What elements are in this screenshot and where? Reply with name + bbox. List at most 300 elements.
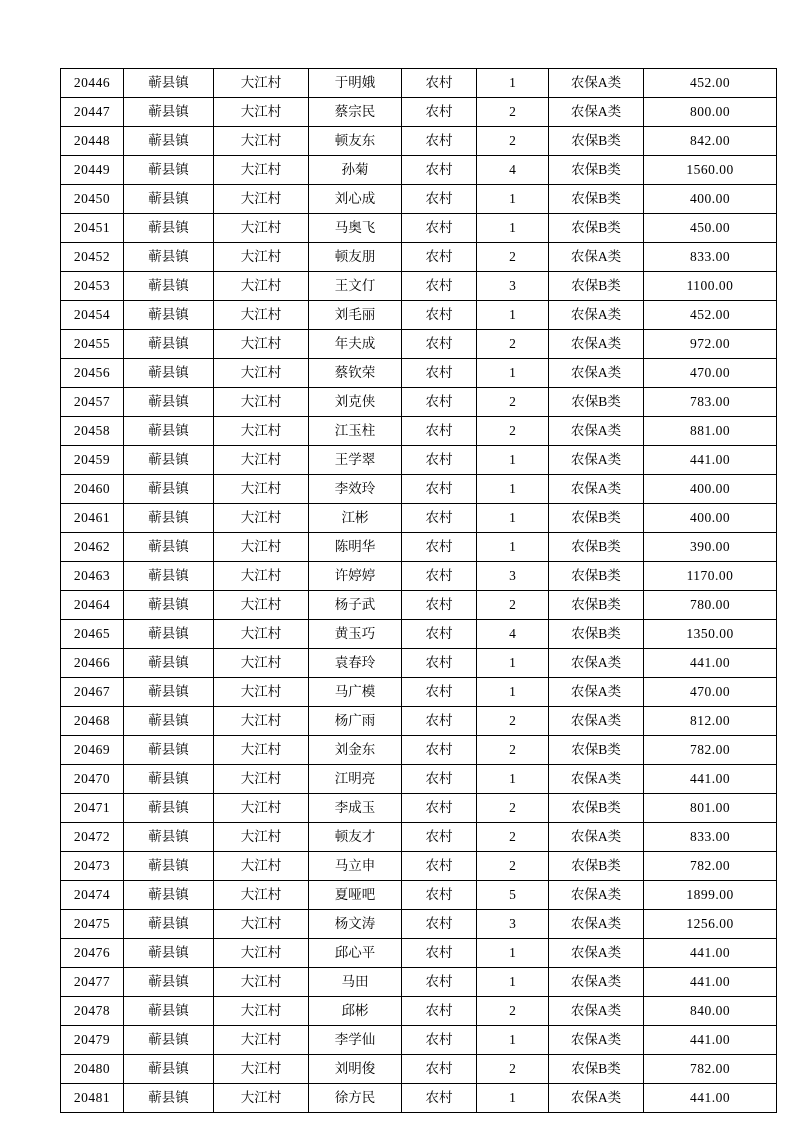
cell-name: 刘心成 bbox=[309, 185, 402, 214]
cell-town: 蕲县镇 bbox=[124, 475, 214, 504]
cell-amount: 470.00 bbox=[644, 678, 777, 707]
cell-amount: 812.00 bbox=[644, 707, 777, 736]
cell-name: 刘克侠 bbox=[309, 388, 402, 417]
cell-id: 20462 bbox=[61, 533, 124, 562]
cell-amount: 452.00 bbox=[644, 69, 777, 98]
cell-type: 农村 bbox=[402, 98, 477, 127]
cell-village: 大江村 bbox=[214, 272, 309, 301]
cell-town: 蕲县镇 bbox=[124, 649, 214, 678]
cell-name: 年夫成 bbox=[309, 330, 402, 359]
cell-amount: 1256.00 bbox=[644, 910, 777, 939]
cell-name: 李效玲 bbox=[309, 475, 402, 504]
table-row bbox=[61, 620, 777, 649]
cell-count: 1 bbox=[477, 301, 549, 330]
cell-id: 20478 bbox=[61, 997, 124, 1026]
cell-village: 大江村 bbox=[214, 533, 309, 562]
cell-village: 大江村 bbox=[214, 214, 309, 243]
cell-id: 20480 bbox=[61, 1055, 124, 1084]
cell-count: 1 bbox=[477, 765, 549, 794]
table-row bbox=[61, 98, 777, 127]
table-row bbox=[61, 997, 777, 1026]
cell-id: 20460 bbox=[61, 475, 124, 504]
cell-town: 蕲县镇 bbox=[124, 417, 214, 446]
cell-id: 20455 bbox=[61, 330, 124, 359]
cell-amount: 840.00 bbox=[644, 997, 777, 1026]
cell-id: 20474 bbox=[61, 881, 124, 910]
cell-village: 大江村 bbox=[214, 910, 309, 939]
cell-category: 农保B类 bbox=[549, 591, 644, 620]
cell-village: 大江村 bbox=[214, 620, 309, 649]
cell-category: 农保B类 bbox=[549, 185, 644, 214]
cell-id: 20470 bbox=[61, 765, 124, 794]
cell-id: 20452 bbox=[61, 243, 124, 272]
subsidy-table bbox=[60, 68, 777, 1113]
cell-town: 蕲县镇 bbox=[124, 881, 214, 910]
cell-category: 农保B类 bbox=[549, 388, 644, 417]
cell-name: 顿友东 bbox=[309, 127, 402, 156]
cell-name: 刘明俊 bbox=[309, 1055, 402, 1084]
cell-name: 刘金东 bbox=[309, 736, 402, 765]
cell-village: 大江村 bbox=[214, 591, 309, 620]
cell-name: 马奥飞 bbox=[309, 214, 402, 243]
cell-type: 农村 bbox=[402, 127, 477, 156]
cell-category: 农保A类 bbox=[549, 997, 644, 1026]
cell-count: 1 bbox=[477, 968, 549, 997]
cell-name: 邱彬 bbox=[309, 997, 402, 1026]
cell-type: 农村 bbox=[402, 968, 477, 997]
cell-town: 蕲县镇 bbox=[124, 69, 214, 98]
cell-name: 江彬 bbox=[309, 504, 402, 533]
cell-type: 农村 bbox=[402, 881, 477, 910]
cell-id: 20449 bbox=[61, 156, 124, 185]
cell-amount: 452.00 bbox=[644, 301, 777, 330]
cell-town: 蕲县镇 bbox=[124, 388, 214, 417]
cell-category: 农保A类 bbox=[549, 968, 644, 997]
cell-amount: 1560.00 bbox=[644, 156, 777, 185]
table-row bbox=[61, 69, 777, 98]
cell-type: 农村 bbox=[402, 649, 477, 678]
cell-category: 农保A类 bbox=[549, 243, 644, 272]
cell-count: 1 bbox=[477, 533, 549, 562]
cell-type: 农村 bbox=[402, 997, 477, 1026]
cell-count: 2 bbox=[477, 1055, 549, 1084]
table-row bbox=[61, 243, 777, 272]
cell-village: 大江村 bbox=[214, 939, 309, 968]
table-row bbox=[61, 533, 777, 562]
cell-type: 农村 bbox=[402, 533, 477, 562]
table-row bbox=[61, 446, 777, 475]
cell-village: 大江村 bbox=[214, 794, 309, 823]
cell-village: 大江村 bbox=[214, 98, 309, 127]
cell-town: 蕲县镇 bbox=[124, 1026, 214, 1055]
cell-town: 蕲县镇 bbox=[124, 301, 214, 330]
cell-category: 农保A类 bbox=[549, 417, 644, 446]
table-row bbox=[61, 765, 777, 794]
cell-village: 大江村 bbox=[214, 69, 309, 98]
table-row bbox=[61, 968, 777, 997]
cell-category: 农保A类 bbox=[549, 823, 644, 852]
table-body bbox=[61, 69, 777, 1113]
cell-category: 农保A类 bbox=[549, 69, 644, 98]
cell-type: 农村 bbox=[402, 707, 477, 736]
cell-type: 农村 bbox=[402, 388, 477, 417]
cell-name: 马立申 bbox=[309, 852, 402, 881]
cell-name: 杨广雨 bbox=[309, 707, 402, 736]
table-row bbox=[61, 736, 777, 765]
cell-amount: 441.00 bbox=[644, 939, 777, 968]
cell-count: 2 bbox=[477, 417, 549, 446]
cell-category: 农保A类 bbox=[549, 881, 644, 910]
cell-town: 蕲县镇 bbox=[124, 446, 214, 475]
cell-category: 农保A类 bbox=[549, 707, 644, 736]
cell-town: 蕲县镇 bbox=[124, 272, 214, 301]
table-row bbox=[61, 649, 777, 678]
cell-name: 孙菊 bbox=[309, 156, 402, 185]
cell-name: 蔡钦荣 bbox=[309, 359, 402, 388]
cell-town: 蕲县镇 bbox=[124, 243, 214, 272]
cell-amount: 400.00 bbox=[644, 185, 777, 214]
table-row bbox=[61, 475, 777, 504]
cell-count: 2 bbox=[477, 388, 549, 417]
cell-town: 蕲县镇 bbox=[124, 823, 214, 852]
table-row bbox=[61, 1084, 777, 1113]
table-row bbox=[61, 881, 777, 910]
cell-category: 农保A类 bbox=[549, 98, 644, 127]
cell-type: 农村 bbox=[402, 243, 477, 272]
table-row bbox=[61, 591, 777, 620]
cell-village: 大江村 bbox=[214, 707, 309, 736]
cell-village: 大江村 bbox=[214, 388, 309, 417]
cell-name: 江明亮 bbox=[309, 765, 402, 794]
cell-name: 李成玉 bbox=[309, 794, 402, 823]
cell-village: 大江村 bbox=[214, 301, 309, 330]
cell-town: 蕲县镇 bbox=[124, 562, 214, 591]
cell-town: 蕲县镇 bbox=[124, 997, 214, 1026]
cell-type: 农村 bbox=[402, 185, 477, 214]
cell-id: 20453 bbox=[61, 272, 124, 301]
cell-count: 2 bbox=[477, 823, 549, 852]
cell-amount: 1350.00 bbox=[644, 620, 777, 649]
table-row bbox=[61, 417, 777, 446]
cell-name: 于明娥 bbox=[309, 69, 402, 98]
cell-name: 顿友才 bbox=[309, 823, 402, 852]
cell-category: 农保B类 bbox=[549, 562, 644, 591]
table-row bbox=[61, 939, 777, 968]
cell-amount: 780.00 bbox=[644, 591, 777, 620]
cell-village: 大江村 bbox=[214, 475, 309, 504]
cell-count: 1 bbox=[477, 446, 549, 475]
cell-category: 农保B类 bbox=[549, 736, 644, 765]
cell-category: 农保A类 bbox=[549, 649, 644, 678]
cell-village: 大江村 bbox=[214, 417, 309, 446]
cell-id: 20466 bbox=[61, 649, 124, 678]
cell-id: 20475 bbox=[61, 910, 124, 939]
cell-category: 农保B类 bbox=[549, 620, 644, 649]
table-row bbox=[61, 388, 777, 417]
cell-type: 农村 bbox=[402, 156, 477, 185]
cell-amount: 1899.00 bbox=[644, 881, 777, 910]
cell-type: 农村 bbox=[402, 272, 477, 301]
cell-village: 大江村 bbox=[214, 504, 309, 533]
cell-name: 陈明华 bbox=[309, 533, 402, 562]
cell-id: 20454 bbox=[61, 301, 124, 330]
cell-town: 蕲县镇 bbox=[124, 533, 214, 562]
cell-category: 农保B类 bbox=[549, 127, 644, 156]
cell-category: 农保B类 bbox=[549, 852, 644, 881]
cell-id: 20458 bbox=[61, 417, 124, 446]
table-row bbox=[61, 910, 777, 939]
cell-id: 20471 bbox=[61, 794, 124, 823]
cell-category: 农保A类 bbox=[549, 1084, 644, 1113]
cell-town: 蕲县镇 bbox=[124, 707, 214, 736]
cell-name: 马广模 bbox=[309, 678, 402, 707]
cell-count: 2 bbox=[477, 330, 549, 359]
cell-id: 20468 bbox=[61, 707, 124, 736]
cell-name: 李学仙 bbox=[309, 1026, 402, 1055]
table-row bbox=[61, 1026, 777, 1055]
table-row bbox=[61, 852, 777, 881]
table-row bbox=[61, 330, 777, 359]
cell-town: 蕲县镇 bbox=[124, 185, 214, 214]
cell-town: 蕲县镇 bbox=[124, 156, 214, 185]
cell-amount: 1170.00 bbox=[644, 562, 777, 591]
cell-count: 5 bbox=[477, 881, 549, 910]
cell-village: 大江村 bbox=[214, 649, 309, 678]
cell-type: 农村 bbox=[402, 214, 477, 243]
cell-category: 农保B类 bbox=[549, 272, 644, 301]
cell-amount: 782.00 bbox=[644, 736, 777, 765]
cell-amount: 833.00 bbox=[644, 823, 777, 852]
cell-amount: 801.00 bbox=[644, 794, 777, 823]
cell-type: 农村 bbox=[402, 417, 477, 446]
cell-count: 2 bbox=[477, 736, 549, 765]
cell-category: 农保B类 bbox=[549, 794, 644, 823]
cell-count: 3 bbox=[477, 910, 549, 939]
cell-type: 农村 bbox=[402, 1084, 477, 1113]
cell-id: 20472 bbox=[61, 823, 124, 852]
cell-village: 大江村 bbox=[214, 359, 309, 388]
cell-id: 20479 bbox=[61, 1026, 124, 1055]
cell-id: 20450 bbox=[61, 185, 124, 214]
cell-count: 2 bbox=[477, 98, 549, 127]
cell-village: 大江村 bbox=[214, 736, 309, 765]
cell-name: 蔡宗民 bbox=[309, 98, 402, 127]
cell-id: 20461 bbox=[61, 504, 124, 533]
cell-id: 20448 bbox=[61, 127, 124, 156]
cell-name: 刘毛丽 bbox=[309, 301, 402, 330]
cell-count: 2 bbox=[477, 127, 549, 156]
cell-name: 黄玉巧 bbox=[309, 620, 402, 649]
cell-count: 3 bbox=[477, 562, 549, 591]
cell-id: 20457 bbox=[61, 388, 124, 417]
cell-village: 大江村 bbox=[214, 765, 309, 794]
cell-village: 大江村 bbox=[214, 881, 309, 910]
cell-type: 农村 bbox=[402, 939, 477, 968]
cell-amount: 400.00 bbox=[644, 504, 777, 533]
cell-name: 袁春玲 bbox=[309, 649, 402, 678]
cell-count: 1 bbox=[477, 678, 549, 707]
cell-id: 20473 bbox=[61, 852, 124, 881]
cell-type: 农村 bbox=[402, 359, 477, 388]
cell-type: 农村 bbox=[402, 620, 477, 649]
cell-town: 蕲县镇 bbox=[124, 98, 214, 127]
cell-village: 大江村 bbox=[214, 968, 309, 997]
cell-count: 1 bbox=[477, 1026, 549, 1055]
cell-village: 大江村 bbox=[214, 678, 309, 707]
cell-town: 蕲县镇 bbox=[124, 591, 214, 620]
cell-village: 大江村 bbox=[214, 1055, 309, 1084]
cell-name: 马田 bbox=[309, 968, 402, 997]
cell-amount: 441.00 bbox=[644, 765, 777, 794]
cell-town: 蕲县镇 bbox=[124, 214, 214, 243]
table-row bbox=[61, 127, 777, 156]
cell-id: 20477 bbox=[61, 968, 124, 997]
cell-id: 20463 bbox=[61, 562, 124, 591]
table-row bbox=[61, 562, 777, 591]
table-row bbox=[61, 707, 777, 736]
cell-category: 农保B类 bbox=[549, 533, 644, 562]
cell-town: 蕲县镇 bbox=[124, 736, 214, 765]
cell-town: 蕲县镇 bbox=[124, 939, 214, 968]
cell-name: 杨子武 bbox=[309, 591, 402, 620]
cell-count: 4 bbox=[477, 620, 549, 649]
table-row bbox=[61, 823, 777, 852]
cell-count: 1 bbox=[477, 185, 549, 214]
cell-id: 20465 bbox=[61, 620, 124, 649]
cell-count: 3 bbox=[477, 272, 549, 301]
cell-id: 20476 bbox=[61, 939, 124, 968]
cell-town: 蕲县镇 bbox=[124, 127, 214, 156]
cell-amount: 1100.00 bbox=[644, 272, 777, 301]
cell-name: 江玉柱 bbox=[309, 417, 402, 446]
cell-id: 20459 bbox=[61, 446, 124, 475]
cell-id: 20451 bbox=[61, 214, 124, 243]
cell-count: 2 bbox=[477, 852, 549, 881]
cell-amount: 441.00 bbox=[644, 968, 777, 997]
table-row bbox=[61, 1055, 777, 1084]
cell-amount: 800.00 bbox=[644, 98, 777, 127]
cell-count: 1 bbox=[477, 69, 549, 98]
cell-name: 邱心平 bbox=[309, 939, 402, 968]
cell-amount: 470.00 bbox=[644, 359, 777, 388]
cell-town: 蕲县镇 bbox=[124, 620, 214, 649]
cell-category: 农保A类 bbox=[549, 446, 644, 475]
cell-name: 许婷婷 bbox=[309, 562, 402, 591]
cell-village: 大江村 bbox=[214, 1026, 309, 1055]
cell-type: 农村 bbox=[402, 591, 477, 620]
cell-category: 农保A类 bbox=[549, 939, 644, 968]
cell-village: 大江村 bbox=[214, 562, 309, 591]
cell-type: 农村 bbox=[402, 823, 477, 852]
cell-name: 顿友朋 bbox=[309, 243, 402, 272]
cell-town: 蕲县镇 bbox=[124, 765, 214, 794]
cell-category: 农保A类 bbox=[549, 765, 644, 794]
cell-town: 蕲县镇 bbox=[124, 852, 214, 881]
cell-count: 2 bbox=[477, 997, 549, 1026]
cell-town: 蕲县镇 bbox=[124, 968, 214, 997]
cell-category: 农保B类 bbox=[549, 504, 644, 533]
cell-type: 农村 bbox=[402, 504, 477, 533]
cell-village: 大江村 bbox=[214, 997, 309, 1026]
table-row bbox=[61, 156, 777, 185]
cell-village: 大江村 bbox=[214, 185, 309, 214]
cell-town: 蕲县镇 bbox=[124, 330, 214, 359]
cell-type: 农村 bbox=[402, 765, 477, 794]
cell-id: 20464 bbox=[61, 591, 124, 620]
cell-village: 大江村 bbox=[214, 243, 309, 272]
cell-amount: 441.00 bbox=[644, 1084, 777, 1113]
cell-category: 农保A类 bbox=[549, 475, 644, 504]
cell-category: 农保A类 bbox=[549, 301, 644, 330]
cell-village: 大江村 bbox=[214, 127, 309, 156]
cell-amount: 833.00 bbox=[644, 243, 777, 272]
cell-amount: 881.00 bbox=[644, 417, 777, 446]
cell-town: 蕲县镇 bbox=[124, 504, 214, 533]
cell-count: 2 bbox=[477, 794, 549, 823]
table-row bbox=[61, 794, 777, 823]
cell-count: 4 bbox=[477, 156, 549, 185]
cell-category: 农保B类 bbox=[549, 1055, 644, 1084]
cell-amount: 782.00 bbox=[644, 852, 777, 881]
cell-amount: 400.00 bbox=[644, 475, 777, 504]
cell-name: 杨文涛 bbox=[309, 910, 402, 939]
cell-town: 蕲县镇 bbox=[124, 794, 214, 823]
cell-type: 农村 bbox=[402, 1026, 477, 1055]
cell-amount: 441.00 bbox=[644, 1026, 777, 1055]
cell-amount: 972.00 bbox=[644, 330, 777, 359]
table-row bbox=[61, 185, 777, 214]
cell-category: 农保B类 bbox=[549, 156, 644, 185]
cell-village: 大江村 bbox=[214, 330, 309, 359]
cell-count: 1 bbox=[477, 214, 549, 243]
cell-amount: 842.00 bbox=[644, 127, 777, 156]
cell-category: 农保A类 bbox=[549, 678, 644, 707]
cell-village: 大江村 bbox=[214, 852, 309, 881]
cell-count: 1 bbox=[477, 649, 549, 678]
table-row bbox=[61, 272, 777, 301]
cell-id: 20446 bbox=[61, 69, 124, 98]
cell-id: 20456 bbox=[61, 359, 124, 388]
cell-type: 农村 bbox=[402, 446, 477, 475]
cell-type: 农村 bbox=[402, 69, 477, 98]
cell-amount: 782.00 bbox=[644, 1055, 777, 1084]
cell-village: 大江村 bbox=[214, 156, 309, 185]
cell-name: 王学翠 bbox=[309, 446, 402, 475]
cell-id: 20481 bbox=[61, 1084, 124, 1113]
table-row bbox=[61, 359, 777, 388]
table-row bbox=[61, 214, 777, 243]
cell-count: 2 bbox=[477, 591, 549, 620]
cell-town: 蕲县镇 bbox=[124, 1084, 214, 1113]
cell-village: 大江村 bbox=[214, 823, 309, 852]
cell-id: 20469 bbox=[61, 736, 124, 765]
cell-type: 农村 bbox=[402, 910, 477, 939]
cell-town: 蕲县镇 bbox=[124, 359, 214, 388]
cell-type: 农村 bbox=[402, 1055, 477, 1084]
cell-type: 农村 bbox=[402, 301, 477, 330]
cell-category: 农保A类 bbox=[549, 359, 644, 388]
cell-count: 2 bbox=[477, 243, 549, 272]
cell-town: 蕲县镇 bbox=[124, 678, 214, 707]
cell-village: 大江村 bbox=[214, 446, 309, 475]
cell-town: 蕲县镇 bbox=[124, 910, 214, 939]
cell-name: 夏哑吧 bbox=[309, 881, 402, 910]
cell-type: 农村 bbox=[402, 562, 477, 591]
cell-count: 1 bbox=[477, 504, 549, 533]
cell-count: 1 bbox=[477, 1084, 549, 1113]
table-row bbox=[61, 504, 777, 533]
cell-village: 大江村 bbox=[214, 1084, 309, 1113]
